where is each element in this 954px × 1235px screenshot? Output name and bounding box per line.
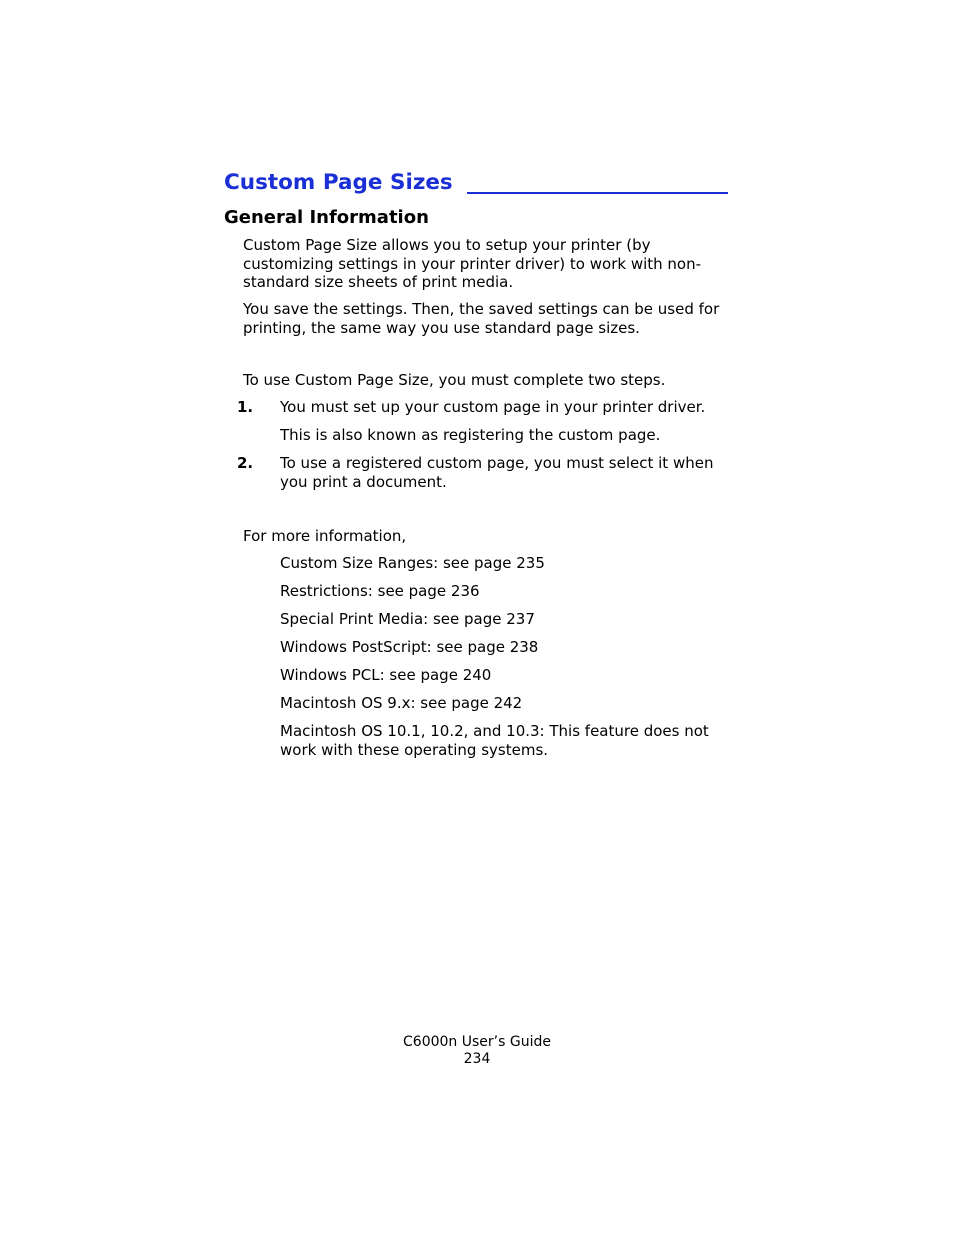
footer-guide-name: C6000n User’s Guide [403, 1034, 551, 1050]
step-text-2: To use a registered custom page, you must select it when you print a document. [280, 454, 714, 491]
intro-paragraph-2: You save the settings. Then, the saved settings can be used for printing, the same way you use standard page sizes. [243, 300, 720, 337]
reference-item: Custom Size Ranges: see page 235 [280, 554, 545, 572]
title-underline-rule [467, 192, 728, 194]
step-number-2: 2. [237, 454, 254, 472]
steps-intro: To use Custom Page Size, you must complete two steps. [243, 371, 666, 389]
reference-item: Macintosh OS 9.x: see page 242 [280, 694, 523, 712]
step-note-1: This is also known as registering the custom page. [280, 426, 661, 444]
reference-item: Restrictions: see page 236 [280, 582, 480, 600]
page-title-text: Custom Page Sizes [224, 170, 453, 195]
reference-item: Windows PostScript: see page 238 [280, 638, 539, 656]
step-number-1: 1. [237, 398, 254, 416]
section-heading: General Information [224, 207, 429, 228]
step-text-1: You must set up your custom page in your printer driver. [280, 398, 706, 416]
page-title [224, 168, 728, 198]
more-info-intro: For more information, [243, 527, 407, 545]
reference-item: Special Print Media: see page 237 [280, 610, 535, 628]
footer-page-number: 234 [463, 1051, 491, 1067]
intro-paragraph-1: Custom Page Size allows you to setup your printer (by customizing settings in your printer driver) to work with non-standard size sheets of print media. [243, 236, 702, 291]
reference-item: Macintosh OS 10.1, 10.2, and 10.3: This feature does not work with these operating systems. [280, 722, 709, 759]
reference-item: Windows PCL: see page 240 [280, 666, 492, 684]
